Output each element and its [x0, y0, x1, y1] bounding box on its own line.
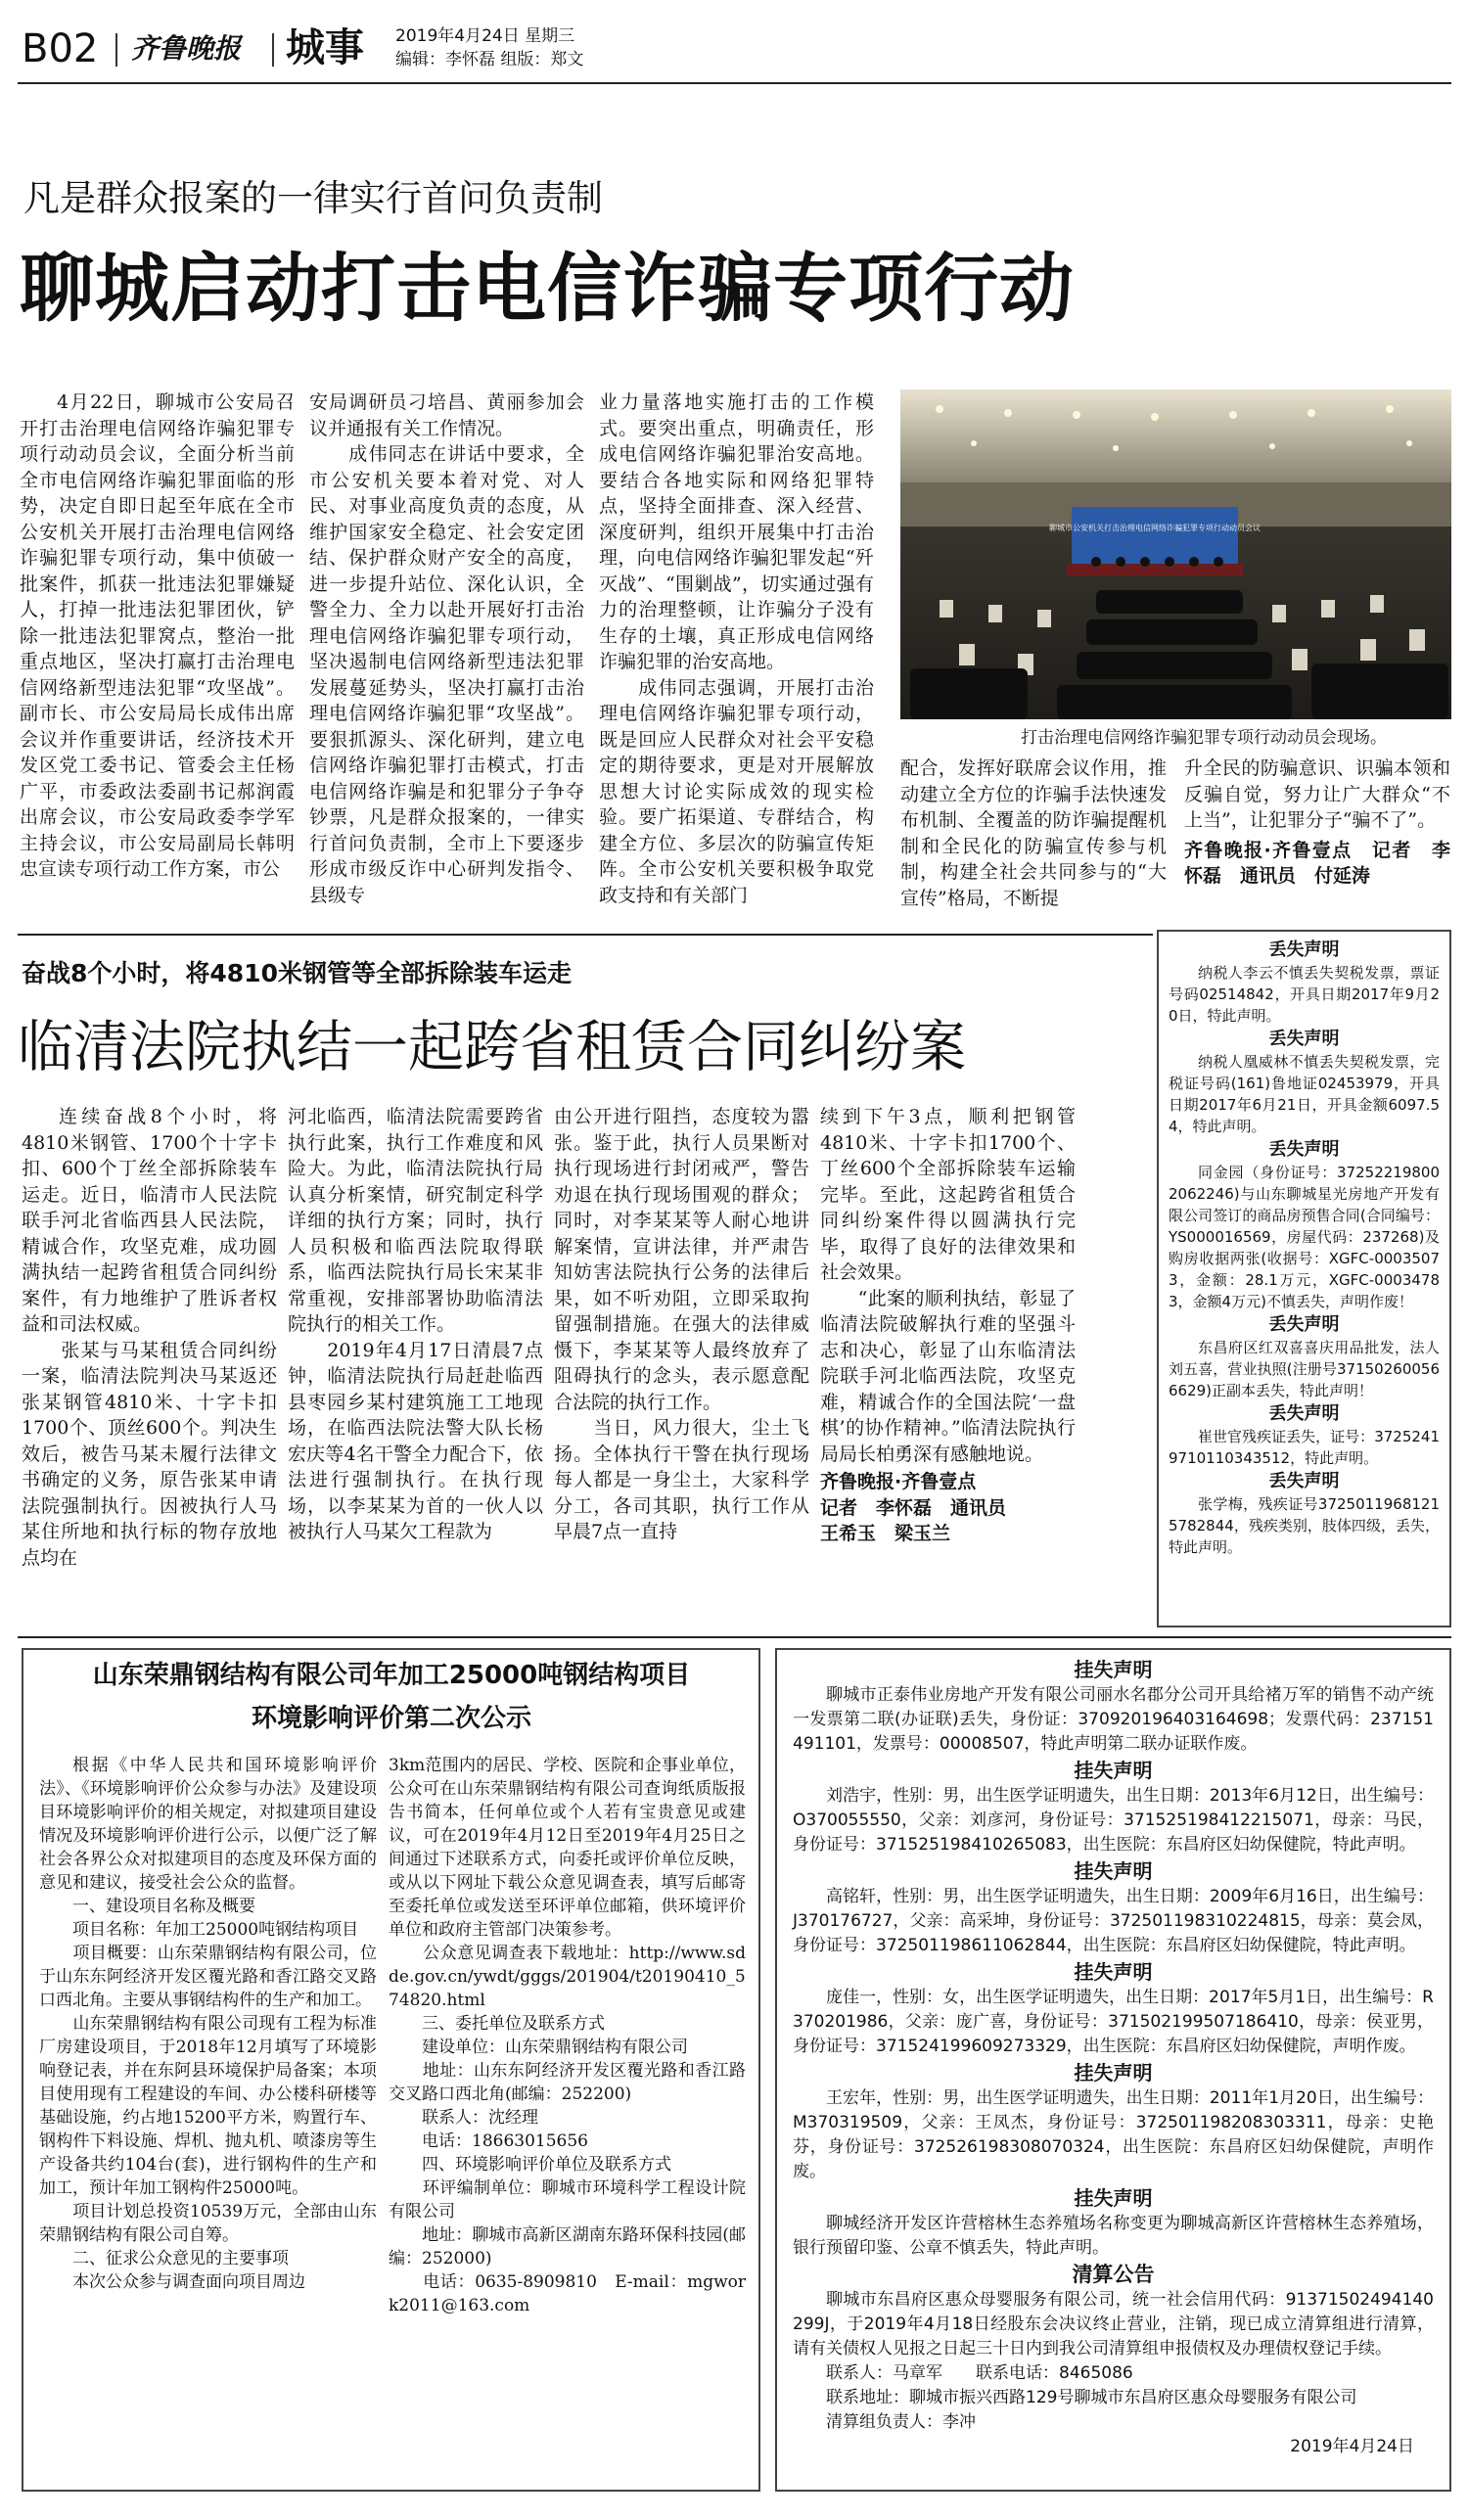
article2-column-3	[554, 1104, 809, 1627]
article2-column-4	[820, 1104, 1076, 1627]
masthead-divider	[272, 33, 274, 67]
notice-title: 丢失声明	[1268, 1139, 1340, 1160]
env-notice-text: 3km范围内的居民、学校、医院和企事业单位，公众可在山东荣鼎钢结构有限公司查询纸质版报告书简本，任何单位或个人若有宝贵意见或建议，可在2019年4月12日至2019年4月25日之间通过下述联系方式，向委托或评价单位反映，或从以下网址下载公众意见调查表，填写后邮寄至委托单位或发送至环评单位邮箱，供环境评价单位和政府主管部门决策参考。 公众意见调查表下载地址：http://www.sdde.gov.cn/ywdt/gggs/201904/t20190410_574820.html 三、委托单位及联系方式 建设单位：山东荣鼎钢结构有限公司 地址：山东东阿经济开发区覆光路和香江路交叉路口西北角(邮编：252200) 联系人：沈经理 电话：18663015656 四、环境影响评价单位及联系方式 环评编制单位：聊城市环境科学工程设计院有限公司 地址：聊城市高新区湖南东路环保科技园(邮编：252000) 电话：0635-8909810 E-mail：mgwork2011@163.com	[389, 1756, 746, 2315]
notice-title: 丢失声明	[1268, 1314, 1340, 1335]
paper-logo: 齐鲁晚报	[131, 32, 242, 65]
section-rule	[18, 934, 1153, 936]
news-photo	[900, 389, 1451, 719]
notice-title: 丢失声明	[1268, 1029, 1340, 1049]
article1-headline: 聊城启动打击电信诈骗专项行动	[20, 245, 1075, 332]
article1-column-4	[900, 756, 1167, 924]
photo-banner-text: 聊城市公安机关打击治理电信网络诈骗犯罪专项行动动员会议	[1049, 524, 1261, 532]
article2-column-2	[288, 1104, 543, 1627]
clearance-address: 联系地址：聊城市振兴西路129号聊城市东昌府区惠众母婴服务有限公司	[826, 2388, 1357, 2407]
notice-body: 王宏年，性别：男，出生医学证明遗失，出生日期：2011年1月20日，出生编号：M370319509，父亲：王凤杰，身份证号：372501198208303311，母亲：史艳芬，身份证号：372526198308070324，出生医院：东昌府区妇幼保健院，声明作废。	[793, 2088, 1434, 2181]
notice-title: 挂失声明	[1074, 1658, 1153, 1681]
page-code: B02	[22, 26, 99, 71]
lost-notices-bottom-box	[775, 1648, 1451, 2492]
clearance-body: 聊城市东昌府区惠众母婴服务有限公司，统一社会信用代码：91371502494140299J，于2019年4月18日经股东会决议终止营业，注销，现已成立清算组进行清算，请有关债权人见报之日起三十日内到我公司清算组申报债权及办理债权登记手续。	[793, 2290, 1434, 2359]
notice-body: 纳税人李云不慎丢失契税发票，票证号码02514842，开具日期2017年9月20日，特此声明。	[1169, 964, 1440, 1025]
clearance-contact: 联系人：马章军 联系电话：8465086	[826, 2363, 1133, 2383]
article2-text: 河北临西，临清法院需要跨省执行此案，执行工作难度和风险大。为此，临清法院执行局认真分析案情，研究制定科学详细的执行方案；同时，执行人员积极和临西法院取得联系，临西法院执行局长宋某非常重视，安排部署协助临清法院执行的相关工作。 2019年4月17日清晨7点钟，临清法院执行局赶赴临西县枣园乡某村建筑施工工地现场，在临西法院法警大队长杨宏庆等4名干警全力配合下，依法进行强制执行。在执行现场，以李某某为首的一伙人以被执行人马某欠工程款为	[288, 1106, 543, 1542]
editor-line: 编辑：李怀磊 组版：郑文	[395, 50, 584, 69]
photo-caption: 打击治理电信网络诈骗犯罪专项行动动员会现场。	[1021, 728, 1387, 748]
article2-text: 连续奋战8个小时，将4810米钢管、1700个十字卡扣、600个丁丝全部拆除装车运走。近日，临清市人民法院联手河北省临西县人民法院，精诚合作，攻坚克难，成功圆满执结一起跨省租赁合同纠纷案件，有力地维护了胜诉者权益和司法权威。 张某与马某租赁合同纠纷一案，临清法院判决马某返还张某钢管4810米、十字卡扣1700个、顶丝600个。判决生效后，被告马某未履行法律文书确定的义务，原告张某申请法院强制执行。因被执行人马某住所地和执行标的物存放地点均在	[22, 1106, 277, 1569]
notice-title: 挂失声明	[1074, 1859, 1153, 1883]
notice-body: 聊城经济开发区许营榕林生态养殖场名称变更为聊城高新区许营榕林生态养殖场，银行预留印鉴、公章不慎丢失，特此声明。	[793, 2214, 1434, 2258]
article1-kicker: 凡是群众报案的一律实行首问负责制	[23, 177, 603, 219]
article1-text: 安局调研员刁培昌、黄丽参加会议并通报有关工作情况。 成伟同志在讲话中要求，全市公安机关要本着对党、对人民、对事业高度负责的态度，从维护国家安全稳定、社会安定团结、保护群众财产安全的高度，进一步提升站位、深化认识，全警全力、全力以赴开展好打击治理电信网络诈骗犯罪专项行动，坚决遏制电信网络新型违法犯罪发展蔓延势头，坚决打赢打击治理电信网络诈骗犯罪“攻坚战”。要狠抓源头、深化研判，建立电信网络诈骗犯罪打击模式，打击电信网络诈骗是和犯罪分子争夺钞票，凡是群众报案的，一律实行首问负责制，全市上下要逐步形成市级反诈中心研判发指令、县级专	[309, 391, 584, 906]
article1-column-2	[309, 389, 584, 923]
notice-body: 纳税人凰威林不慎丢失契税发票，完税证号码(161)鲁地证02453979，开具日期2017年6月21日，开具金额6097.54，特此声明。	[1169, 1053, 1440, 1135]
env-notice-title: 山东荣鼎钢结构有限公司年加工25000吨钢结构项目	[92, 1661, 691, 1690]
article2-headline: 临清法院执结一起跨省租赁合同纠纷案	[18, 1015, 966, 1079]
clearance-title: 清算公告	[1072, 2263, 1155, 2286]
article2-text: 由公开进行阻挡，态度较为嚣张。鉴于此，执行人员果断对执行现场进行封闭戒严，警告劝退在执行现场围观的群众；同时，对李某某等人耐心地讲解案情，宣讲法律，并严肃告知妨害法院执行公务的法律后果，如不听劝阻，立即采取拘留强制措施。在强大的法律威慑下，李某某等人最终放弃了阻碍执行的念头，表示愿意配合法院的执行工作。 当日，风力很大，尘土飞扬。全体执行干警在执行现场每人都是一身尘土，大家科学分工，各司其职，执行工作从早晨7点一直持	[554, 1106, 809, 1542]
notice-body: 同金园（身份证号：372522198002062246)与山东聊城星光房地产开发有限公司签订的商品房预售合同(合同编号：YS000016569，房屋代码：237268)及购房收据两张(收据号：XGFC-00035073，金额：28.1万元，XGFC-00034783，金额4万元)不慎丢失，声明作废！	[1169, 1164, 1440, 1310]
section-title: 城事	[286, 25, 364, 70]
notice-title: 丢失声明	[1268, 939, 1340, 960]
notice-body: 高铭轩，性别：男，出生医学证明遗失，出生日期：2009年6月16日，出生编号：J370176727，父亲：高采坤，身份证号：372501198310224815，母亲：莫会凤，身份证号：372501198611062844，出生医院：东昌府区妇幼保健院，特此声明。	[793, 1887, 1434, 1955]
article1-text: 配合，发挥好联席会议作用，推动建立全方位的诈骗手法快速发布机制、全覆盖的防诈骗提醒机制和全民化的防骗宣传参与机制，构建全社会共同参与的“大宣传”格局，不断提	[900, 757, 1167, 909]
article1-column-5	[1184, 756, 1450, 924]
article1-byline: 齐鲁晚报·齐鲁壹点 记者 李怀磊 通讯员 付延涛	[1184, 839, 1450, 887]
env-notice-column-1	[39, 1754, 377, 2486]
env-notice-subtitle: 环境影响评价第二次公示	[251, 1704, 531, 1733]
article2-byline: 齐鲁晚报·齐鲁壹点 记者 李怀磊 通讯员 王希玉 梁玉兰	[820, 1471, 1007, 1544]
notice-body: 聊城市正泰伟业房地产开发有限公司丽水名郡分公司开具给褚万军的销售不动产统一发票第二联(办证联)丢失，身份证：370920196403164698；发票代码：237151491101，发票号：00008507，特此声明第二联办证联作废。	[793, 1685, 1434, 1754]
notice-title: 挂失声明	[1074, 2061, 1153, 2085]
env-notice-text: 根据《中华人民共和国环境影响评价法》、《环境影响评价公众参与办法》及建设项目环境影响评价的相关规定，对拟建项目建设情况及环境影响评价进行公示，以便广泛了解社会各界公众对拟建项目的态度及环保方面的意见和建议，接受社会公众的监督。 一、建设项目名称及概要 项目名称：年加工25000吨钢结构项目 项目概要：山东荣鼎钢结构有限公司，位于山东东阿经济开发区覆光路和香江路交叉路口西北角。主要从事钢结构件的生产和加工。 山东荣鼎钢结构有限公司现有工程为标准厂房建设项目，于2018年12月填写了环境影响登记表，并在东阿县环境保护局备案；本项目使用现有工程建设的车间、办公楼科研楼等基础设施，约占地15200平方米，购置行车、钢构件下料设施、焊机、抛丸机、喷漆房等生产设备共约104台(套)，进行钢构件的生产和加工，预计年加工钢构件25000吨。 项目计划总投资10539万元，全部由山东荣鼎钢结构有限公司自筹。 二、征求公众意见的主要事项 本次公众参与调查面向项目周边	[39, 1756, 377, 2292]
article2-column-1	[22, 1104, 277, 1627]
masthead-divider	[115, 33, 117, 67]
notice-body: 张学梅，残疾证号37250119681215782844，残疾类别，肢体四级，丢失，特此声明。	[1169, 1495, 1440, 1556]
date-line: 2019年4月24日 星期三	[395, 26, 575, 46]
clearance-date: 2019年4月24日	[1290, 2437, 1414, 2456]
article1-column-3	[599, 389, 874, 923]
lost-notices-box	[1157, 930, 1451, 1627]
notice-body: 东昌府区红双喜喜庆用品批发，法人刘五喜，营业执照(注册号371502600566629)正副本丢失，特此声明！	[1169, 1339, 1440, 1399]
notice-title: 挂失声明	[1074, 1960, 1153, 1984]
notice-body: 庞佳一，性别：女，出生医学证明遗失，出生日期：2017年5月1日，出生编号：R370201986，父亲：庞广喜，身份证号：371502199507186410，母亲：侯亚男，身份证号：371524199609273329，出生医院：东昌府区妇幼保健院，声明作废。	[793, 1988, 1434, 2056]
env-notice-column-2	[389, 1754, 746, 2486]
notice-title: 挂失声明	[1074, 2186, 1153, 2210]
section-rule	[18, 1636, 1451, 1638]
article2-text: 续到下午3点，顺利把钢管4810米、十字卡扣1700个、丁丝600个全部拆除装车运输完毕。至此，这起跨省租赁合同纠纷案件得以圆满执行完毕，取得了良好的法律效果和社会效果。 “此案的顺利执结，彰显了临清法院破解执行难的坚强斗志和决心，彰显了山东临清法院联手河北临西法院，攻坚克难，精诚合作的全国法院‘一盘棋’的协作精神。”临清法院执行局局长柏勇深有感触地说。	[820, 1106, 1076, 1465]
notice-title: 丢失声明	[1268, 1471, 1340, 1491]
notice-title: 丢失声明	[1268, 1403, 1340, 1424]
article1-text: 业力量落地实施打击的工作模式。要突出重点，明确责任，形成电信网络诈骗犯罪治安高地。要结合各地实际和网络犯罪特点，坚持全面排查、深入经营、深度研判，组织开展集中打击治理，向电信网络诈骗犯罪发起“歼灭战”、“围剿战”，切实通过强有力的治理整顿，让诈骗分子没有生存的土壤，真正形成电信网络诈骗犯罪的治安高地。 成伟同志强调，开展打击治理电信网络诈骗犯罪专项行动，既是回应人民群众对社会平安稳定的期待要求，更是对开展解放思想大讨论实际成效的现实检验。要广拓渠道、专群结合，构建全方位、多层次的防骗宣传矩阵。全市公安机关要积极争取党政支持和有关部门	[599, 391, 874, 906]
masthead-rule	[18, 82, 1451, 84]
article2-kicker: 奋战8个小时，将4810米钢管等全部拆除装车运走	[22, 959, 572, 987]
clearance-leader: 清算组负责人：李冲	[826, 2412, 976, 2432]
article1-column-1	[20, 389, 295, 923]
article1-text: 4月22日，聊城市公安局召开打击治理电信网络诈骗犯罪专项行动动员会议，全面分析当前全市电信网络诈骗犯罪面临的形势，决定自即日起至年底在全市公安机关开展打击治理电信网络诈骗犯罪专项行动，集中侦破一批案件，抓获一批违法犯罪嫌疑人，打掉一批违法犯罪团伙，铲除一批违法犯罪窝点，整治一批重点地区，坚决打赢打击治理电信网络新型违法犯罪“攻坚战”。副市长、市公安局局长成伟出席会议并作重要讲话，经济技术开发区党工委书记、管委会主任杨广平，市委政法委副书记郝润霞出席会议，市公安局政委李学军主持会议，市公安局副局长韩明忠宣读专项行动工作方案，市公	[20, 391, 295, 880]
notice-body: 刘浩宇，性别：男，出生医学证明遗失，出生日期：2013年6月12日，出生编号：O370055550，父亲：刘彦河，身份证号：371525198412215071，母亲：马民，身份证号：371525198410265083，出生医院：东昌府区妇幼保健院，特此声明。	[793, 1786, 1434, 1855]
notice-body: 崔世官残疾证丢失，证号：37252419710110343512，特此声明。	[1169, 1428, 1440, 1467]
notice-title: 挂失声明	[1074, 1759, 1153, 1782]
article1-text: 升全民的防骗意识、识骗本领和反骗自觉，努力让广大群众“不上当”，让犯罪分子“骗不了”。	[1184, 757, 1450, 831]
meeting-hall-image	[900, 389, 1451, 719]
